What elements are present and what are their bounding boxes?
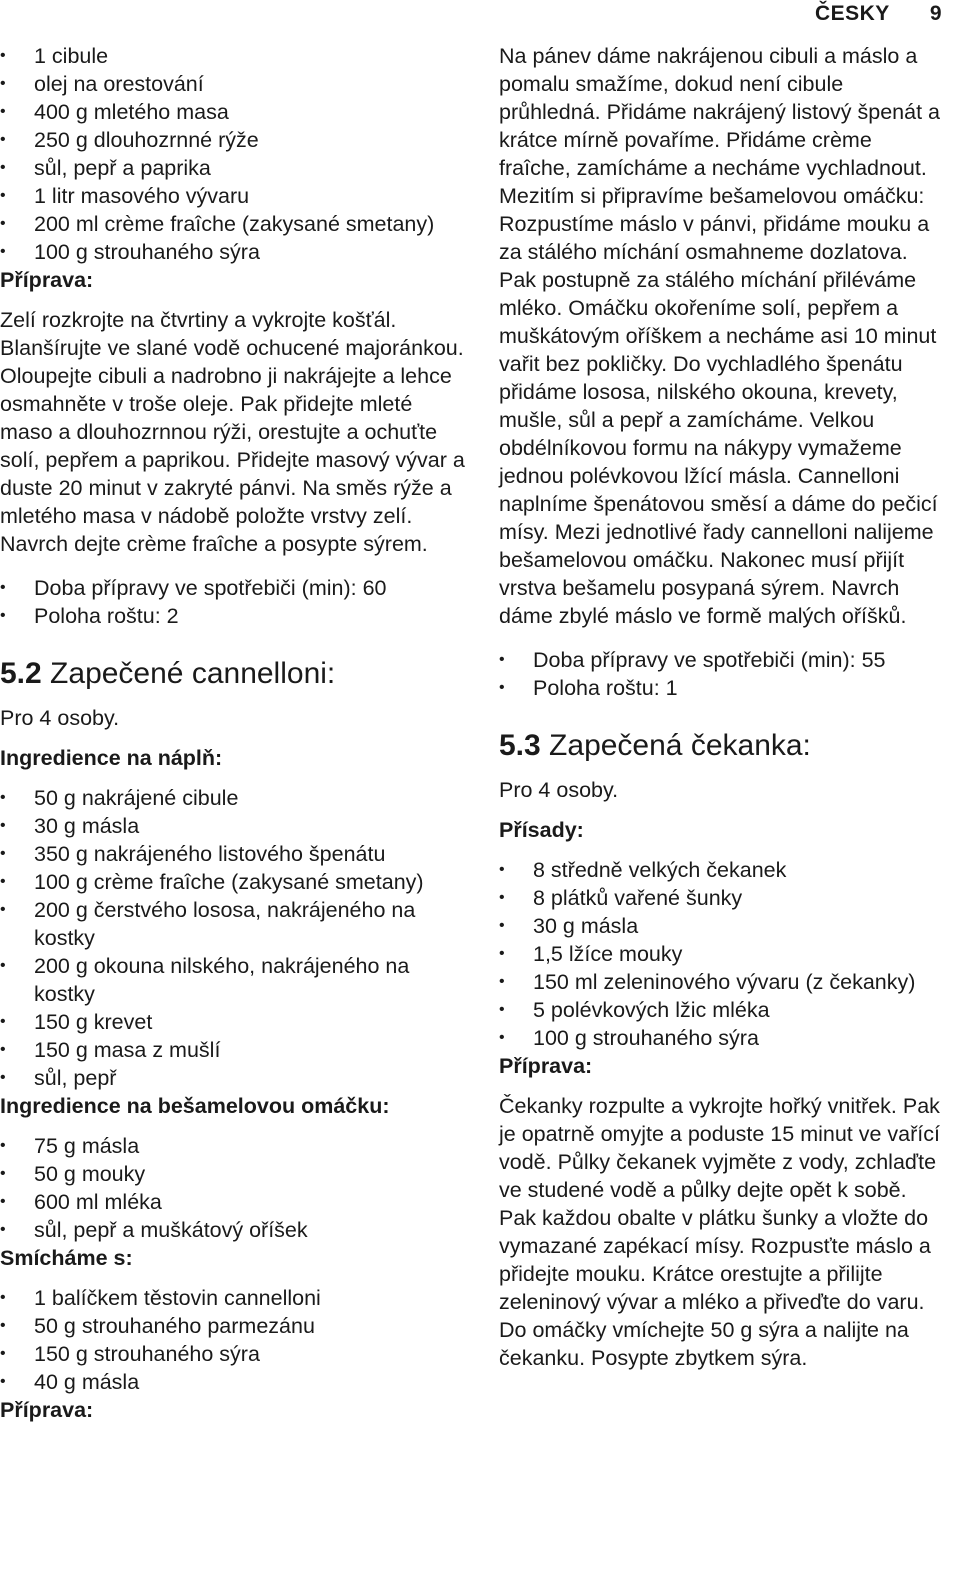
list-item: • 200 g okouna nilského, nakrájeného na kostky xyxy=(0,952,470,1008)
list-item: • sůl, pepř a muškátový oříšek xyxy=(0,1216,470,1244)
bechamel-heading: Ingredience na bešamelovou omáčku: xyxy=(0,1094,390,1118)
info-list-right xyxy=(499,646,949,702)
cannelloni-prep-text: Na pánev dáme nakrájenou cibuli a máslo a pomalu smažíme, dokud není cibule průhledná. Přidáme nakrájený listový špenát a krátce mírně povaříme. Přidáme crème fraîche, zamícháme a necháme vychladnout. Mezitím si připravíme bešamelovou omáčku: Rozpustíme máslo v pánvi, přidáme mouku a za stálého míchání osmahneme dozlatova. Pak postupně za stálého míchání přiléváme mléko. Omáčku okořeníme solí, pepřem a muškátovým oříškem a necháme asi 10 minut vařit bez pokličky. Do vychladlého špenátu přidáme lososa, nilského okouna, krevety, mušle, sůl a pepř a zamícháme. Velkou obdélníkovou formu na nákypy vymažeme jednou polévkovou lžící másla. Cannelloni naplníme špenátovou směsí a dáme do pečicí mísy. Mezi jednotlivé řady cannelloni nalijeme bešamelovou omáčku. Nakonec musí přijít vrstva bešamelu posypaná sýrem. Navrch dáme zbylé máslo ve formě malých oříšků. xyxy=(499,44,941,628)
section-title xyxy=(0,656,470,692)
list-item: • Poloha roštu: 1 xyxy=(499,674,949,702)
list-item: • 30 g másla xyxy=(0,812,470,840)
list-item: • 40 g másla xyxy=(0,1368,470,1396)
section-number: 5.2 xyxy=(0,657,42,690)
list-item: • Poloha roštu: 2 xyxy=(0,602,470,630)
list-item: • 8 plátků vařené šunky xyxy=(499,884,949,912)
section-number-right: 5.3 xyxy=(499,729,541,762)
list-item: • 30 g másla xyxy=(499,912,949,940)
list-item: • olej na orestování xyxy=(0,70,470,98)
bechamel-list xyxy=(0,1132,470,1244)
list-item: • Doba přípravy ve spotřebiči (min): 55 xyxy=(499,646,949,674)
filling-heading: Ingredience na náplň: xyxy=(0,746,223,770)
right-column xyxy=(499,42,949,1372)
section-title-right xyxy=(499,728,949,764)
page-number: 9 xyxy=(929,2,942,25)
list-item: • 50 g strouhaného parmezánu xyxy=(0,1312,470,1340)
prep-heading: Příprava: xyxy=(0,268,94,292)
left-column xyxy=(0,42,470,1424)
prep-heading-2: Příprava: xyxy=(0,1398,94,1422)
list-item: • 1 cibule xyxy=(0,42,470,70)
mix-heading: Smícháme s: xyxy=(0,1246,133,1270)
list-item: • 250 g dlouhozrnné rýže xyxy=(0,126,470,154)
list-item: • 75 g másla xyxy=(0,1132,470,1160)
list-item: • 8 středně velkých čekanek xyxy=(499,856,949,884)
servings: Pro 4 osoby. xyxy=(0,706,120,730)
chicory-ingredients-list xyxy=(499,856,949,1052)
list-item: • 400 g mletého masa xyxy=(0,98,470,126)
list-item: • 150 g krevet xyxy=(0,1008,470,1036)
section-title-text-right: Zapečená čekanka: xyxy=(540,729,811,762)
chicory-prep-text: Čekanky rozpulte a vykrojte hořký vnitřek. Pak je opatrně omyjte a poduste 15 minut ve vařící vodě. Půlky čekanek vyjměte z vody, zchlaďte ve studené vodě a půlky dejte opět k sobě. Pak každou obalte v plátku šunky a vložte do vymazané zapékací mísy. Rozpusťte máslo a přidejte mouku. Krátce orestujte a přilijte zeleninový vývar a mléko a přiveďte do varu. Do omáčky vmíchejte 50 g sýra a nalijte na čekanku. Posypte zbytkem sýra. xyxy=(499,1094,940,1370)
list-item: • 150 g strouhaného sýra xyxy=(0,1340,470,1368)
list-item: • 100 g strouhaného sýra xyxy=(499,1024,949,1052)
list-item: • 600 ml mléka xyxy=(0,1188,470,1216)
list-item: • 350 g nakrájeného listového špenátu xyxy=(0,840,470,868)
list-item: • Doba přípravy ve spotřebiči (min): 60 xyxy=(0,574,470,602)
list-item: • 1 litr masového vývaru xyxy=(0,182,470,210)
list-item: • sůl, pepř xyxy=(0,1064,470,1092)
page-header xyxy=(815,2,942,26)
prep-text: Zelí rozkrojte na čtvrtiny a vykrojte košťál. Blanšírujte ve slané vodě ochucené majoránkou. Oloupejte cibuli a nadrobno ji nakrájejte a lehce osmahněte v troše oleje. Pak přidejte mleté maso a dlouhozrnnou rýži, orestujte a ochuťte solí, pepřem a paprikou. Přidejte masový vývar a duste 20 minut v zakryté pánvi. Na směs rýže a mletého masa v nádobě položte vrstvy zelí. Navrch dejte crème fraîche a posypte sýrem. xyxy=(0,308,465,556)
info-list xyxy=(0,574,470,630)
ingredients-list-top xyxy=(0,42,470,266)
list-item: • 100 g crème fraîche (zakysané smetany) xyxy=(0,868,470,896)
list-item: • 5 polévkových lžic mléka xyxy=(499,996,949,1024)
list-item: • 1,5 lžíce mouky xyxy=(499,940,949,968)
list-item: • 100 g strouhaného sýra xyxy=(0,238,470,266)
list-item: • 1 balíčkem těstovin cannelloni xyxy=(0,1284,470,1312)
list-item: • sůl, pepř a paprika xyxy=(0,154,470,182)
list-item: • 200 g čerstvého lososa, nakrájeného na kostky xyxy=(0,896,470,952)
mix-list xyxy=(0,1284,470,1396)
filling-list xyxy=(0,784,470,1092)
list-item: • 200 ml crème fraîche (zakysané smetany) xyxy=(0,210,470,238)
prep-heading-right: Příprava: xyxy=(499,1054,593,1078)
header-language: ČESKY xyxy=(814,2,890,25)
list-item: • 150 g masa z mušlí xyxy=(0,1036,470,1064)
servings-right: Pro 4 osoby. xyxy=(499,778,619,802)
section-title-text: Zapečené cannelloni: xyxy=(41,657,336,690)
ingredients-heading: Přísady: xyxy=(499,818,584,842)
list-item: • 150 ml zeleninového vývaru (z čekanky) xyxy=(499,968,949,996)
list-item: • 50 g nakrájené cibule xyxy=(0,784,470,812)
list-item: • 50 g mouky xyxy=(0,1160,470,1188)
